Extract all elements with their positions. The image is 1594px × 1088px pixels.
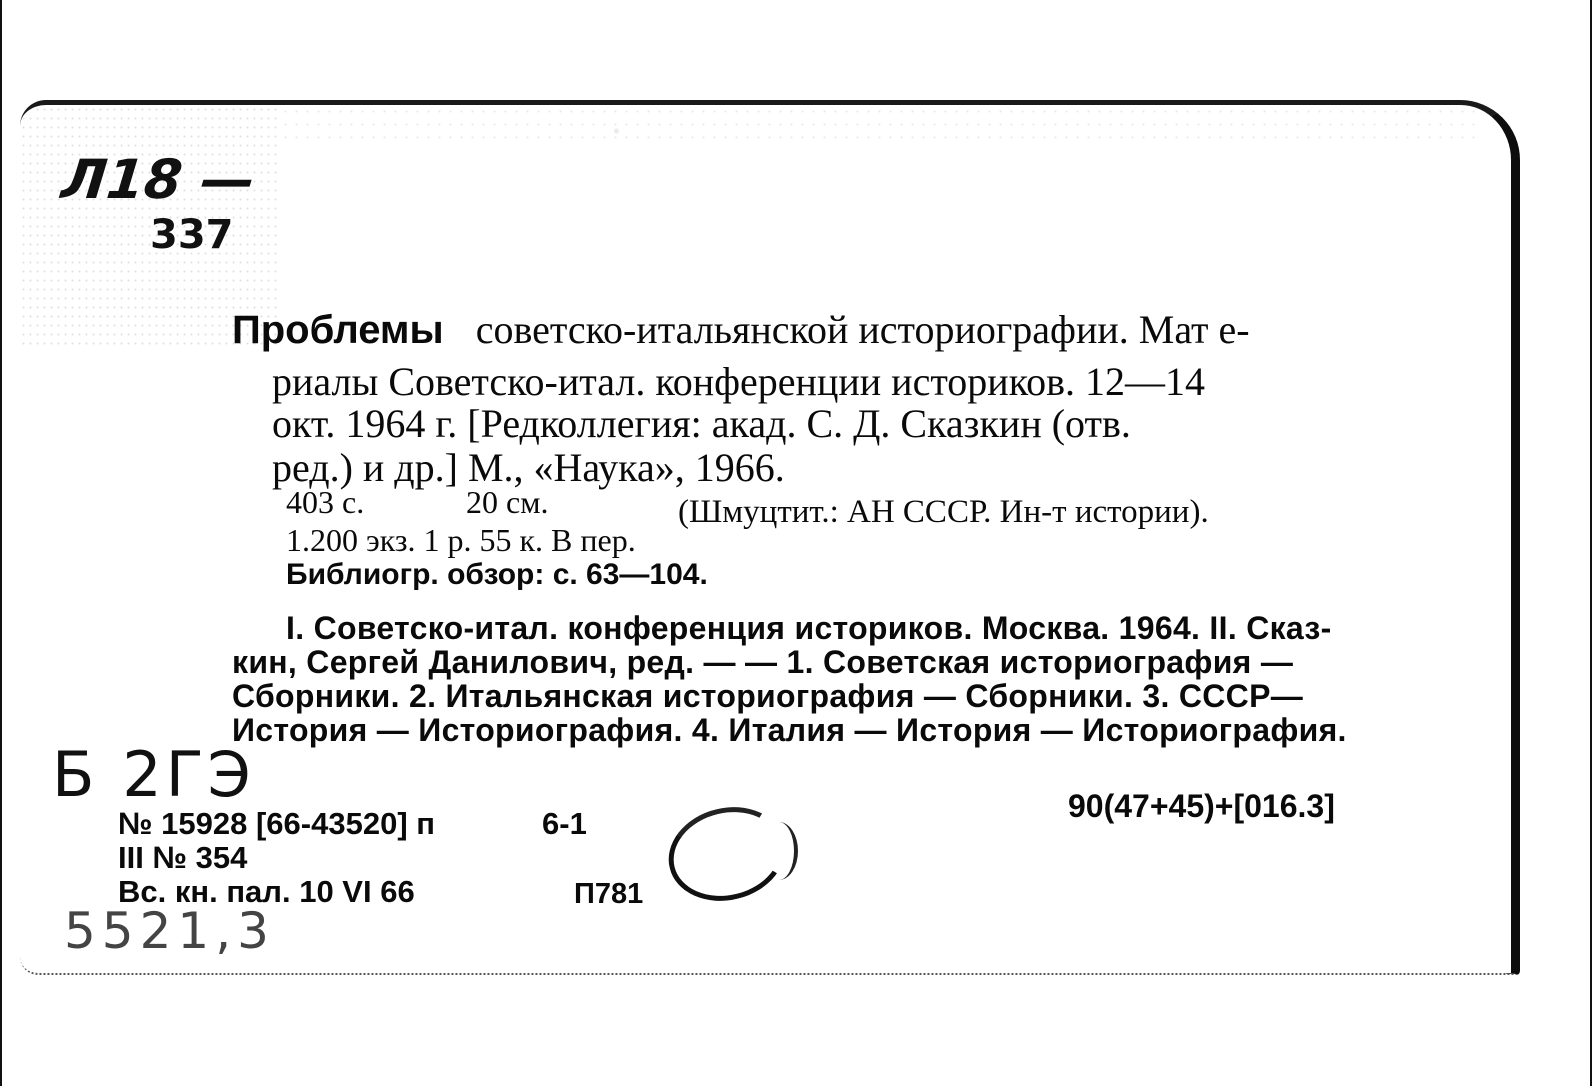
order-number: III № 354 xyxy=(118,840,248,875)
title-line-1 xyxy=(232,307,1250,352)
size: 20 см. xyxy=(466,484,549,520)
record-number: № 15928 [66-43520] п xyxy=(118,806,435,841)
handwritten-call-number: Л18 — xyxy=(58,148,259,211)
classification-index: 90(47+45)+[016.3] xyxy=(1068,788,1335,824)
handwritten-call-number-suffix: 337 xyxy=(150,212,234,258)
card-top-stain xyxy=(280,105,1480,145)
ink-stamp-arc xyxy=(760,822,798,880)
title-line-4: ред.) и др.] М., «Наука», 1966. xyxy=(272,445,785,490)
print-code: П781 xyxy=(574,878,644,910)
bibliography-note: Библиогр. обзор: с. 63—104. xyxy=(286,558,708,591)
subject-line-2: кин, Сергей Данилович, ред. — — 1. Советская историография — xyxy=(232,644,1294,680)
series-code: 6-1 xyxy=(542,806,587,841)
title-line-2: риалы Советско-итал. конференции историков. 12—14 xyxy=(272,359,1205,404)
title-line-1-rest: советско-итальянской историографии. Мат е- xyxy=(475,307,1250,352)
subject-line-4: История — Историография. 4. Италия — История — Историография. xyxy=(232,712,1347,748)
handwritten-inventory-number: 5521,3 xyxy=(64,902,275,960)
subject-line-3: Сборники. 2. Итальянская историография — Сборники. 3. СССР— xyxy=(232,678,1304,714)
chamber-date: Вс. кн. пал. 10 VI 66 xyxy=(118,874,415,909)
series-note: (Шмуцтит.: АН СССР. Ин-т истории). xyxy=(678,494,1209,530)
pages: 403 с. xyxy=(286,484,365,520)
handwritten-code: Б 2ГЭ xyxy=(52,738,255,811)
subject-line-1: I. Советско-итал. конференция историков. Москва. 1964. II. Сказ- xyxy=(286,610,1332,646)
title-line-3: окт. 1964 г. [Редколлегия: акад. С. Д. Сказкин (отв. xyxy=(272,401,1131,446)
title-lead: Проблемы xyxy=(232,308,444,352)
copies-price: 1.200 экз. 1 р. 55 к. В пер. xyxy=(286,522,636,558)
